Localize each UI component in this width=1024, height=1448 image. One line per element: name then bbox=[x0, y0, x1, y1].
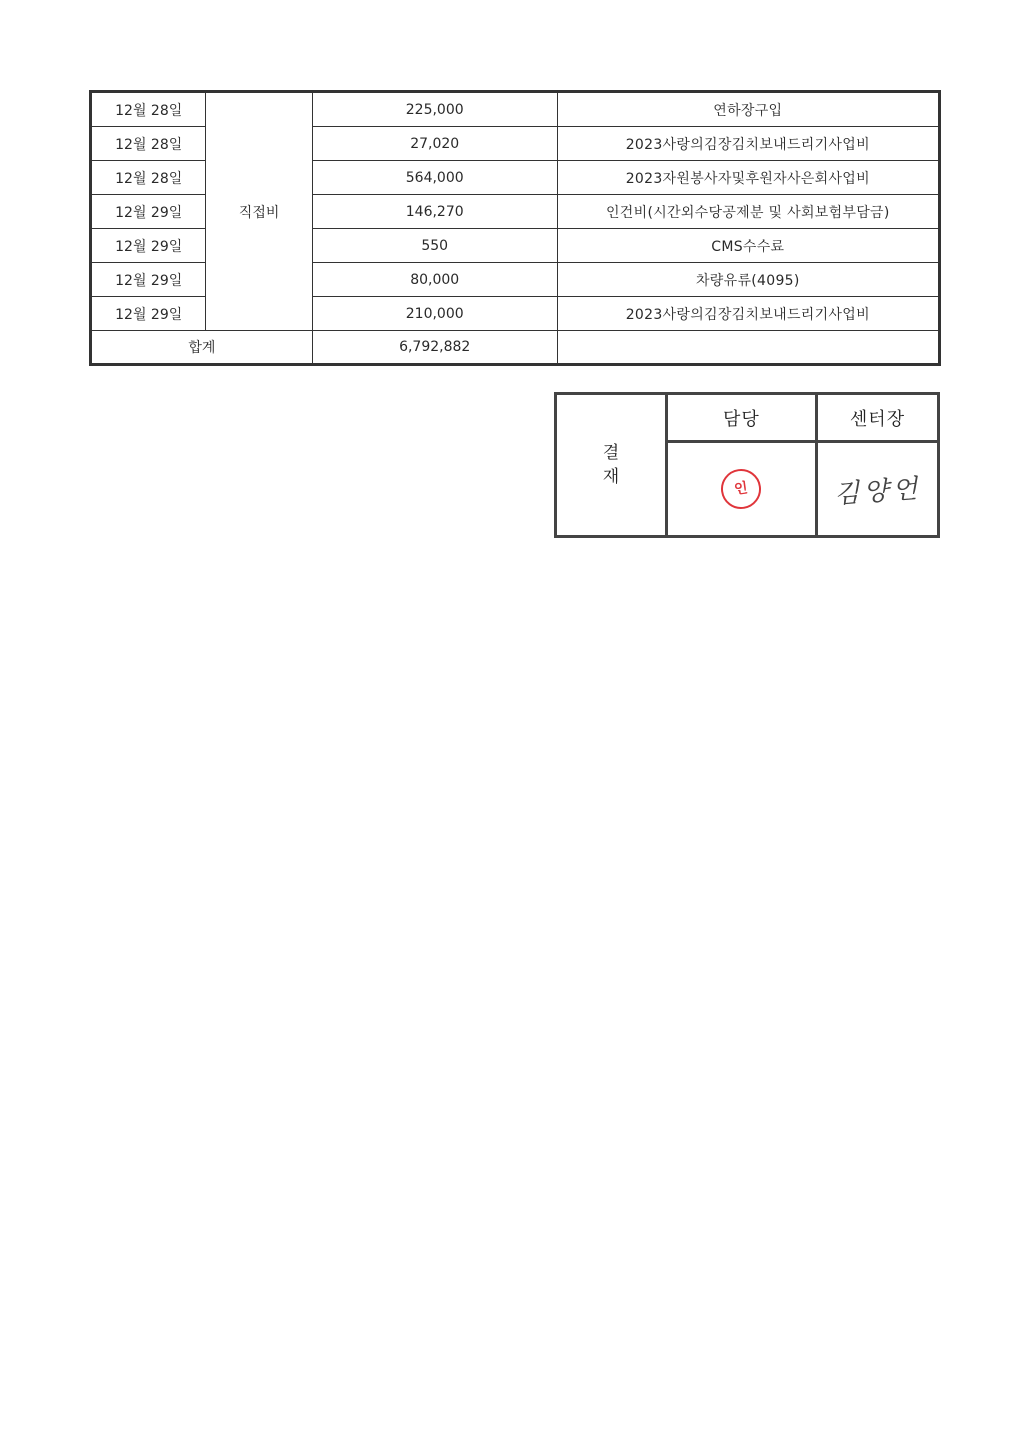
total-row bbox=[91, 331, 940, 365]
staff-header: 담당 bbox=[666, 394, 816, 442]
amount-cell: 146,270 bbox=[312, 195, 557, 229]
date-cell: 12월 28일 bbox=[91, 92, 206, 127]
description-cell: 2023자원봉사자및후원자사은회사업비 bbox=[557, 161, 939, 195]
approval-box bbox=[554, 392, 940, 538]
amount-cell: 210,000 bbox=[312, 297, 557, 331]
amount-cell: 225,000 bbox=[312, 92, 557, 127]
amount-cell: 550 bbox=[312, 229, 557, 263]
table-row bbox=[91, 92, 940, 127]
category-cell: 직접비 bbox=[206, 92, 312, 331]
amount-cell: 564,000 bbox=[312, 161, 557, 195]
description-cell: CMS수수료 bbox=[557, 229, 939, 263]
description-cell: 인건비(시간외수당공제분 및 사회보험부담금) bbox=[557, 195, 939, 229]
staff-signature-cell bbox=[666, 442, 816, 537]
date-cell: 12월 29일 bbox=[91, 229, 206, 263]
total-note bbox=[557, 331, 939, 365]
handwritten-signature: 김양언 bbox=[833, 473, 923, 510]
date-cell: 12월 29일 bbox=[91, 195, 206, 229]
date-cell: 12월 28일 bbox=[91, 127, 206, 161]
total-label: 합계 bbox=[91, 331, 313, 365]
description-cell: 차량유류(4095) bbox=[557, 263, 939, 297]
approval-label-line1: 결 bbox=[602, 443, 620, 463]
total-amount: 6,792,882 bbox=[312, 331, 557, 365]
description-cell: 2023사랑의김장김치보내드리기사업비 bbox=[557, 127, 939, 161]
amount-cell: 80,000 bbox=[312, 263, 557, 297]
director-signature-cell bbox=[817, 442, 939, 537]
director-header: 센터장 bbox=[817, 394, 939, 442]
amount-cell: 27,020 bbox=[312, 127, 557, 161]
red-seal-stamp: 인 bbox=[719, 466, 764, 511]
description-cell: 2023사랑의김장김치보내드리기사업비 bbox=[557, 297, 939, 331]
approval-label-line2: 재 bbox=[602, 467, 620, 487]
expense-ledger-table bbox=[89, 90, 941, 366]
approval-label bbox=[556, 394, 667, 537]
date-cell: 12월 28일 bbox=[91, 161, 206, 195]
description-cell: 연하장구입 bbox=[557, 92, 939, 127]
date-cell: 12월 29일 bbox=[91, 263, 206, 297]
date-cell: 12월 29일 bbox=[91, 297, 206, 331]
